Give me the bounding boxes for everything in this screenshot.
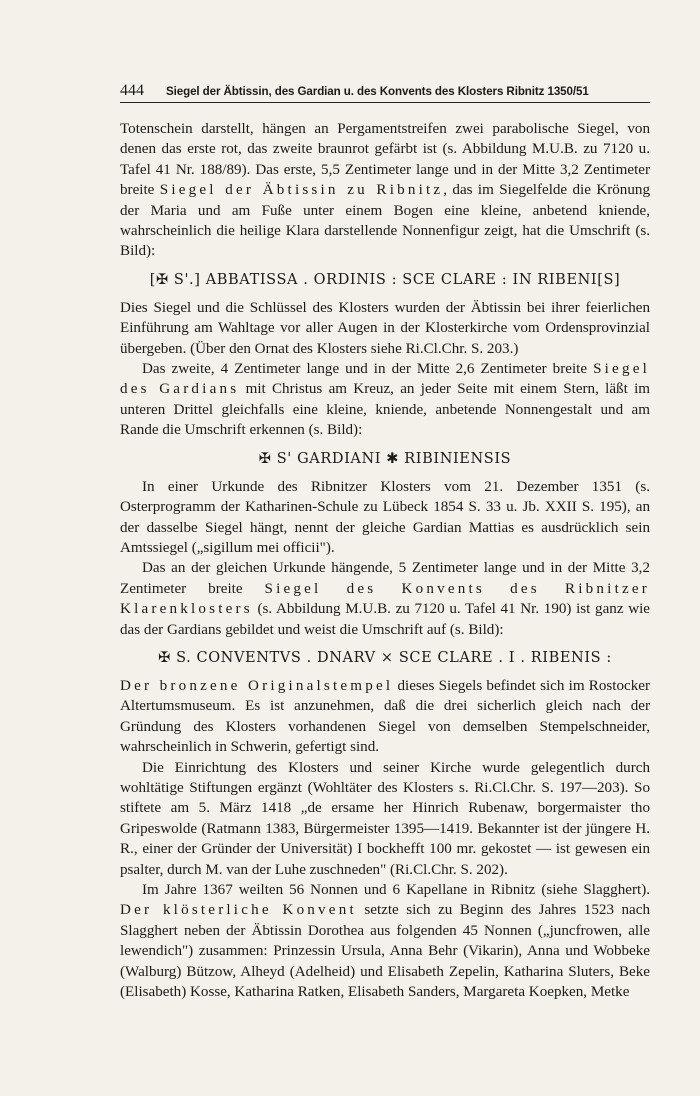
paragraph-7: Die Einrichtung des Klosters und seiner Kirche wurde gelegentlich durch wohltätige Stiftungen ergänzt (Wohltäter des Klosters s. Ri.Cl.Chr. S. 197—203). So stiftete am 5. März 1418 „de ersame her Hinrich Rubenaw, borgermaister tho Gripeswolde (Ratmann 1383, Bürgermeister 1395—1419. Bekannter ist der jüngere H. R., einer der Gründer der Universität) I bockhefft 100 mr. gekostet — ist gewesen ein psalter, durch M. van der Luhe zuschneden" (Ri.Cl.Chr. S. 202). (120, 759, 650, 878)
paragraph-4: In einer Urkunde des Ribnitzer Klosters vom 21. Dezember 1351 (s. Osterprogramm der Katharinen-Schule zu Lübeck 1854 S. 33 u. Jb. XXII S. 195), an der dasselbe Siegel hängt, nennt der gleiche Gardian Mattias es ausdrücklich sein Amtssiegel („sigillum mei officii"). (120, 478, 650, 556)
seal-inscription-convent: ✠ S. CONVENTVS . DNARV × SCE CLARE . I . RIBENIS : (158, 649, 612, 666)
seal-inscription-abbess: [✠ S'.] ABBATISSA . ORDINIS : SCE CLARE : IN RIBENI[S] (149, 271, 621, 288)
spaced-term-bronze-stamp: Der bronzene Originalstempel (120, 677, 394, 694)
seal-inscription-gardian: ✠ S' GARDIANI ✱ RIBINIENSIS (258, 450, 512, 467)
paragraph-5: Das an der gleichen Urkunde hängende, 5 Zentimeter lange und in der Mitte 3,2 Zentimeter breite Siegel des Konvents des Ribnitzer Klarenklosters (s. Abbildung M.U.B. zu 7120 u. Tafel 41 Nr. 190) ist ganz wie das der Gardians gebildet und weist die Umschrift auf (s. Bild): (120, 560, 650, 638)
spaced-term-convent-seal: Siegel des Konvents des Ribnitzer Klarenklosters (120, 580, 650, 618)
page-number: 444 (120, 82, 144, 99)
running-title: Siegel der Äbtissin, des Gardian u. des Konvents des Klosters Ribnitz 1350/51 (166, 85, 589, 98)
page-header (120, 82, 650, 103)
paragraph-3: Das zweite, 4 Zentimeter lange und in der Mitte 2,6 Zentimeter breite Siegel des Gardians mit Christus am Kreuz, an jeder Seite mit einem Stern, läßt im unteren Drittel gleichfalls eine kleine, kniende, anbetende Nonnengestalt und am Rande die Umschrift erkennen (s. Bild): (120, 361, 650, 439)
paragraph-8: Im Jahre 1367 weilten 56 Nonnen und 6 Kapellane in Ribnitz (siehe Slagghert). Der klösterliche Konvent setzte sich zu Beginn des Jahres 1523 nach Slagghert neben der Äbtissin Dorothea aus folgenden 45 Nonnen („juncfrowen, alle lewendich") zusammen: Prinzessin Ursula, Anna Behr (Vikarin), Anna und Wobbeke (Walburg) Bützow, Alheyd (Adelheid) und Elisabeth Zepelin, Katharina Sluters, Beke (Elisabeth) Kosse, Katharina Ratken, Elisabeth Sanders, Margareta Koepken, Metke (120, 882, 650, 1001)
spaced-term-abbess-seal: Siegel der Äbtissin zu Ribnitz (159, 182, 444, 199)
paragraph-2: Dies Siegel und die Schlüssel des Klosters wurden der Äbtissin bei ihrer feierlichen Einführung am Wahltage vor aller Augen in der Klosterkirche vom Ordensprovinzial übergeben. (Über den Ornat des Klosters siehe Ri.Cl.Chr. S. 203.) (120, 299, 650, 357)
page-body (120, 119, 650, 1002)
spaced-term-gardian-seal: Siegel des Gardians (120, 361, 650, 398)
paragraph-1: Totenschein darstellt, hängen an Pergamentstreifen zwei parabolische Siegel, von denen das erste rot, das zweite braunrot gefärbt ist (s. Abbildung M.U.B. zu 7120 u. Tafel 41 Nr. 188/89). Das erste, 5,5 Zentimeter lange und in der Mitte 3,2 Zentimeter breite Siegel der Äbtissin zu Ribnitz, das im Siegelfelde die Krönung der Maria und am Fuße unter einem Bogen eine kleine, anbetend kniende, wahrscheinlich die heilige Klara darstellende Nonnenfigur zeigt, hat die Umschrift (s. Bild): (120, 121, 650, 260)
spaced-term-convent: Der klösterliche Konvent (120, 902, 357, 919)
paragraph-6: Der bronzene Originalstempel dieses Siegels befindet sich im Rostocker Altertumsmuseum. Es ist anzunehmen, daß die drei sicherlich gleich nach der Gründung des Klosters vorhandenen Siegel von demselben Stempelschneider, wahrscheinlich in Schwerin, gefertigt sind. (120, 677, 650, 756)
